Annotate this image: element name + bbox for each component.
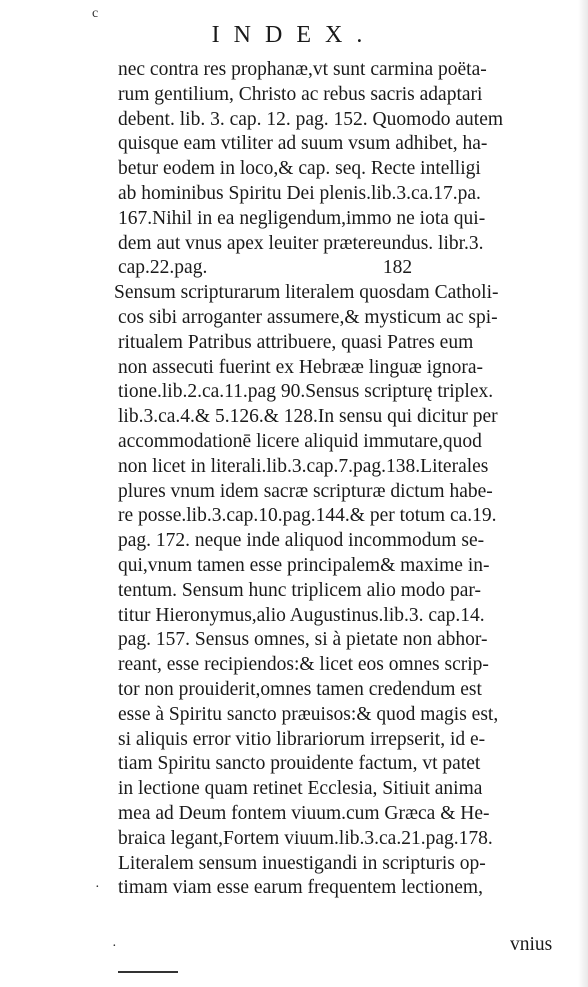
- text-line: ab hominibus Spiritu Dei plenis.lib.3.ca.17.pa.: [118, 182, 481, 204]
- text-line: ritualem Patribus attribuere, quasi Patres eum: [118, 331, 474, 353]
- text-line: reant, esse recipiendos:& licet eos omnes scrip-: [118, 654, 489, 676]
- text-line: titur Hieronymus,alio Augustinus.lib.3. cap.14.: [118, 604, 485, 626]
- page-mark: c: [92, 6, 99, 21]
- text-line: si aliquis error vitio librariorum irrepserit, id e-: [118, 728, 486, 750]
- text-line: quisque eam vtiliter ad suum vsum adhibet, ha-: [118, 133, 488, 155]
- text-line: non licet in literali.lib.3.cap.7.pag.138.Literales: [118, 455, 489, 477]
- text-line: esse à Spiritu sancto præuisos:& quod magis est,: [118, 703, 499, 725]
- text-line: dem aut vnus apex leuiter prætereundus. libr.3.: [118, 232, 484, 254]
- index-text: [114, 58, 573, 901]
- text-line: tor non prouiderit,omnes tamen credendum est: [118, 678, 482, 700]
- text-line: pag. 172. neque inde aliquod incommodum se-: [118, 530, 485, 552]
- text-line: tione.lib.2.ca.11.pag 90.Sensus scripturę triplex.: [118, 381, 494, 403]
- text-line: pag. 157. Sensus omnes, si à pietate non abhor-: [118, 629, 488, 651]
- catchword: vnius: [510, 934, 553, 955]
- text-line: rum gentilium, Christo ac rebus sacris adaptari: [118, 83, 483, 105]
- text-line: re posse.lib.3.cap.10.pag.144.& per totum ca.19.: [118, 505, 497, 527]
- text-line: tiam Spiritu sancto prouidente factum, vt patet: [118, 753, 481, 775]
- text-line: plures vnum idem sacræ scripturæ dictum habe-: [118, 480, 493, 502]
- text-line: cos sibi arroganter assumere,& mysticum ac spi-: [118, 306, 498, 328]
- text-line: in lectione quam retinet Ecclesia, Sitiuit anima: [118, 778, 483, 800]
- text-line: 167.Nihil in ea negligendum,immo ne iota qui-: [118, 207, 486, 229]
- text-line: tentum. Sensum hunc triplicem alio modo par-: [118, 579, 481, 601]
- text-line: non assecuti fuerint ex Hebrææ linguæ ignora-: [118, 356, 484, 378]
- text-line: accommodationē licere aliquid immutare,quod: [118, 430, 482, 452]
- text-line: Literalem sensum inuestigandi in scripturis op-: [118, 852, 486, 874]
- page-title: INDEX.: [211, 22, 377, 48]
- page-edge: [578, 0, 588, 987]
- text-line: braica legant,Fortem viuum.lib.3.ca.21.pag.178.: [118, 827, 493, 849]
- ink-mark: ·: [95, 880, 100, 895]
- text-line: nec contra res prophanæ,vt sunt carmina poëta-: [118, 59, 487, 80]
- text-line: mea ad Deum fontem viuum.cum Græca & He-: [118, 802, 490, 824]
- text-line: timam viam esse earum frequentem lectionem,: [118, 877, 483, 899]
- text-line: lib.3.ca.4.& 5.126.& 128.In sensu qui dicitur per: [118, 406, 498, 428]
- text-line: qui,vnum tamen esse principalem& maxime in-: [118, 554, 490, 576]
- text-line: betur eodem in loco,& cap. seq. Recte intelligi: [118, 158, 481, 180]
- text-line: cap.22.pag. 182: [118, 257, 413, 279]
- ink-mark: ·: [112, 939, 117, 954]
- text-line: Sensum scripturarum literalem quosdam Catholi-: [114, 282, 499, 304]
- text-line: debent. lib. 3. cap. 12. pag. 152. Quomodo autem: [118, 108, 504, 130]
- bottom-rule: [118, 971, 178, 973]
